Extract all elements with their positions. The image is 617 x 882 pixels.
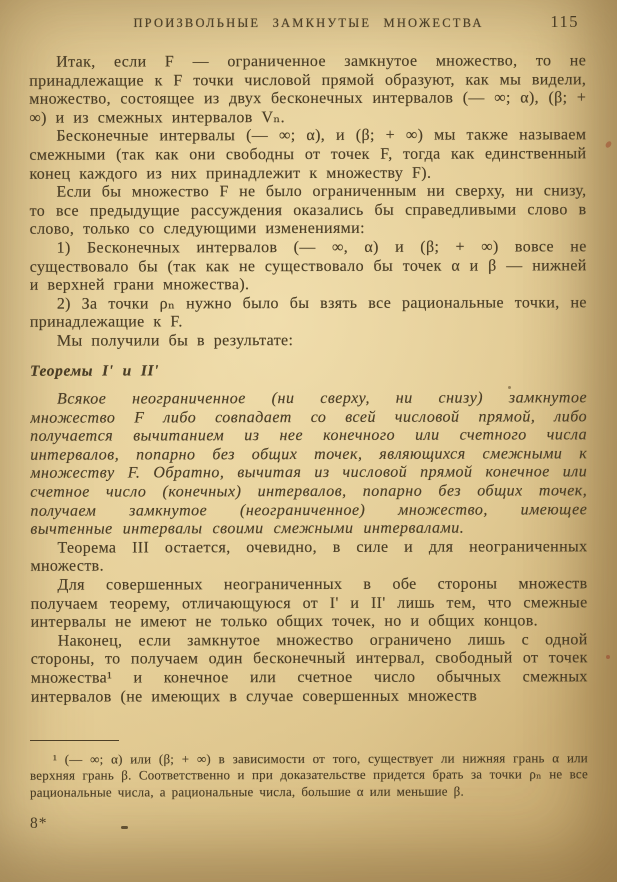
paragraph: Итак, если F — ограниченное замкнутое множество, то не принадлежащие к F точки числовой прямой образуют, как мы видели, множество, состоящее из двух бесконечных интервалов (— ∞; α), (β; + ∞) и из смежных интервалов Vₙ. xyxy=(29,52,587,127)
running-title: ПРОИЗВОЛЬНЫЕ ЗАМКНУТЫЕ МНОЖЕСТВА xyxy=(133,16,484,30)
theorem-text: Всякое неограниченное (ни сверху, ни снизу) замкнутое множество F либо совпадает со всей числовой прямой, либо получается вычитанием из нее конечного или счетного числа интервалов, попарно без общих точек, являющихся смежными к множеству F. Обратно, вычитая из числовой прямой конечное или счетное число (конечных) интервалов, попарно без общих точек, получаем замкнутое (неограниченное) множество, имеющее вычтенные интервалы своими смежными интервалами. xyxy=(30,389,588,538)
footnote-separator xyxy=(30,740,119,741)
paragraph: Если бы множество F не было ограниченным ни сверху, ни снизу, то все предыдущие рассуждения оказались бы справедливыми слово в слово, только со следующими изменениями: xyxy=(29,182,587,239)
paragraph: 1) Бесконечных интервалов (— ∞, α) и (β; + ∞) вовсе не существовало бы (так как не существовало бы точек α и β — нижней и верхней грани множества). xyxy=(29,238,587,294)
paragraph: Бесконечные интервалы (— ∞; α), и (β; + ∞) мы также называем смежными (так как они свободны от точек F, тогда как единственный конец каждого из них принадлежит к множеству F). xyxy=(29,126,587,183)
theorem-heading: Теоремы I' и II' xyxy=(29,361,160,380)
page-body xyxy=(29,52,588,707)
paper-speck xyxy=(606,655,610,659)
signature-mark: 8* xyxy=(30,815,48,832)
paper-speck xyxy=(508,386,511,389)
paragraph: Для совершенных неограниченных в обе стороны множеств получаем теорему, отличающуюся от I' и II' лишь тем, что смежные интервалы не имеют не только общих точек, но и общих концов. xyxy=(30,575,588,631)
footnote: ¹ (— ∞; α) или (β; + ∞) в зависимости от того, существует ли нижняя грань α или верхняя грань β. Соответственно и при доказательстве придется брать за точки ρₙ не все рациональные числа, а рациональные числа, большие α или меньшие β. xyxy=(29,750,589,800)
paragraph: 2) За точки ρₙ нужно было бы взять все рациональные точки, не принадлежащие к F. xyxy=(29,293,587,332)
paper-speck xyxy=(604,140,612,149)
paper-speck xyxy=(121,826,128,829)
paragraph: Наконец, если замкнутое множество ограничено лишь с одной стороны, то получаем один бесконечный интервал, свободный от точек множества¹ и конечное или счетное число обычных смежных интервалов (не имеющих в случае совершенных множеств xyxy=(30,631,588,706)
paragraph: Мы получили бы в результате: xyxy=(56,331,294,350)
page-number: 115 xyxy=(550,12,579,31)
paragraph: Теорема III остается, очевидно, в силе и для неограниченных множеств. xyxy=(30,538,588,576)
